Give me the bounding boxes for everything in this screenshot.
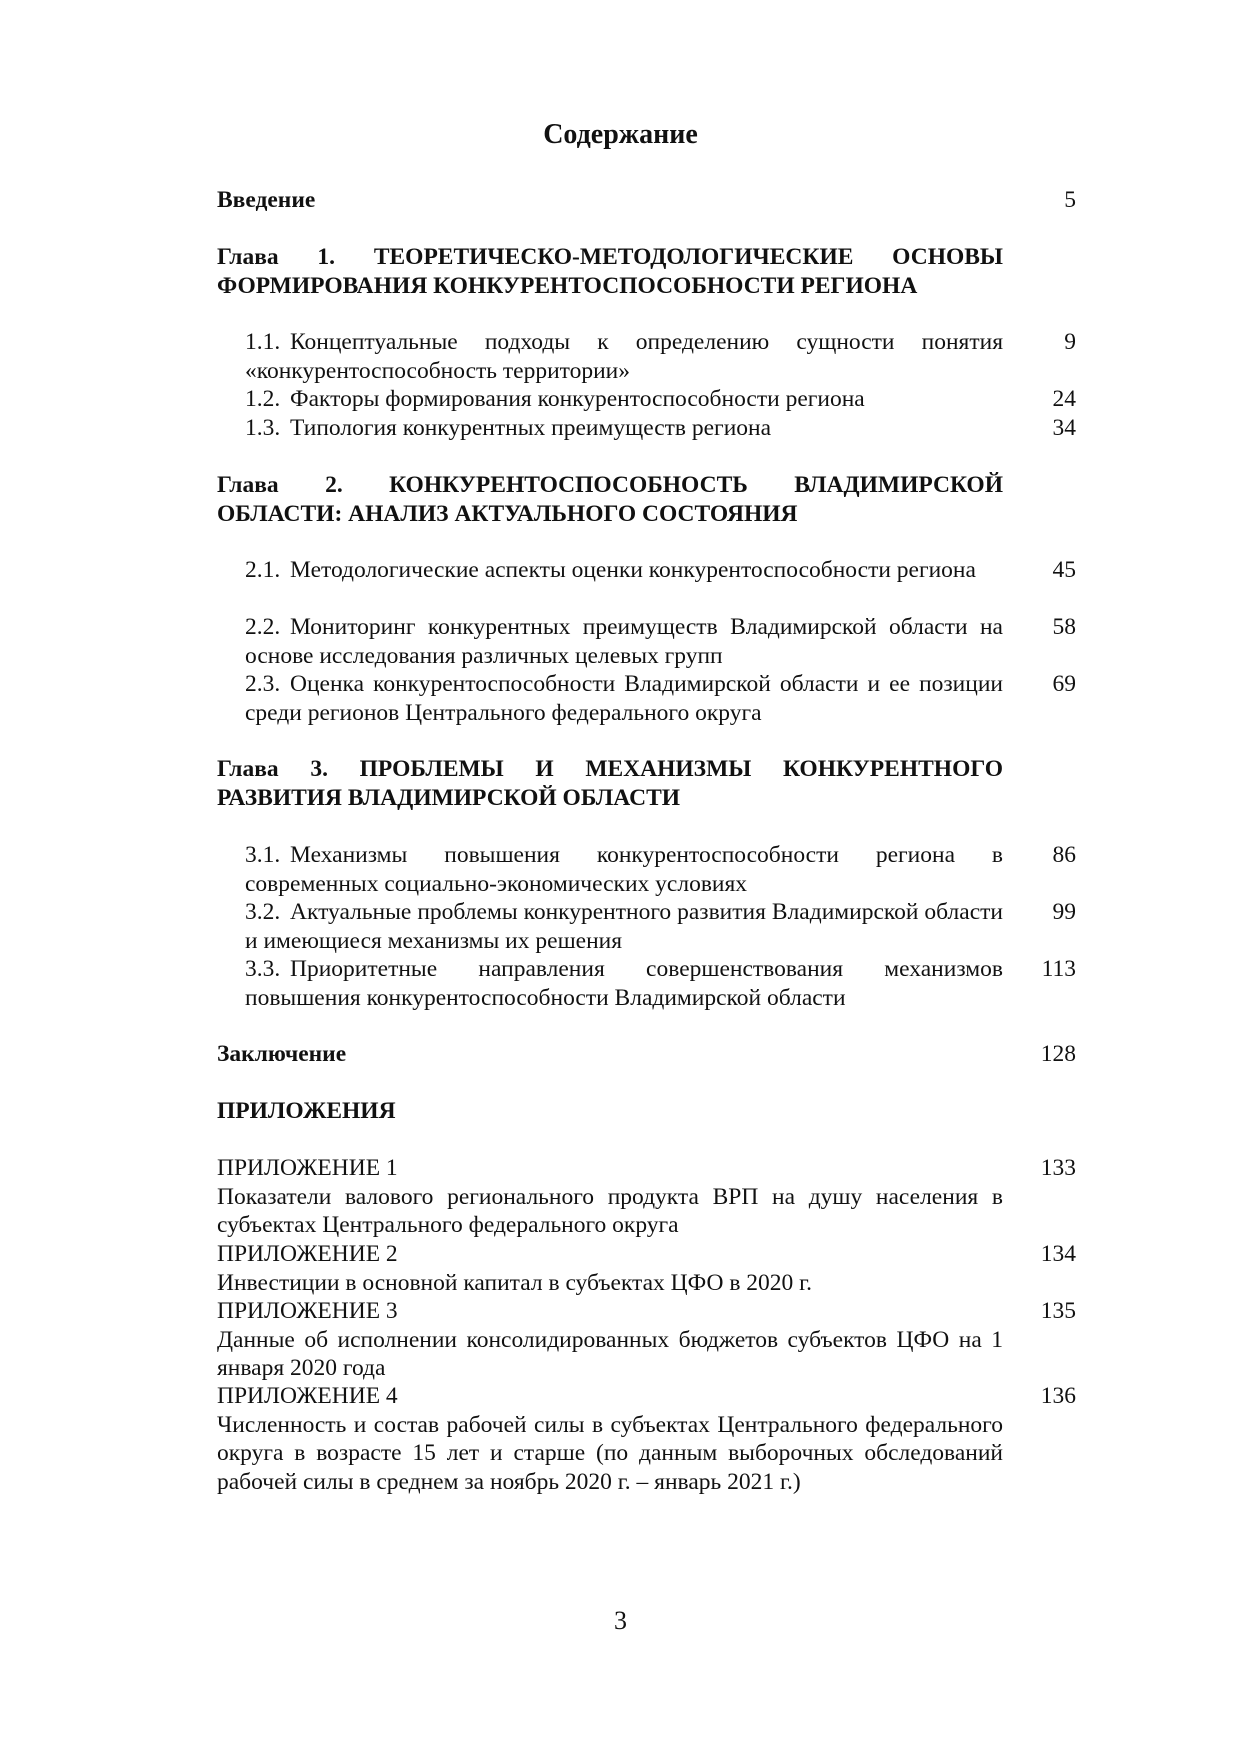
conclusion-page: 128	[1040, 1041, 1076, 1067]
section-page: 86	[1052, 842, 1076, 868]
appendix-page: 133	[1040, 1155, 1076, 1181]
section-page: 58	[1052, 614, 1076, 640]
appendix-description: Данные об исполнении консолидированных бюджетов субъектов ЦФО на 1 января 2020 года	[217, 1326, 1003, 1381]
appendix-page: 135	[1040, 1298, 1076, 1324]
page-number: 3	[614, 1606, 627, 1635]
appendix-label: ПРИЛОЖЕНИЕ 4	[217, 1383, 398, 1409]
section-number: 1.2.	[245, 386, 281, 412]
section-page: 99	[1052, 899, 1076, 925]
section-number: 3.2.	[245, 899, 281, 925]
chapter-2-title: Глава 2. КОНКУРЕНТОСПОСОБНОСТЬ ВЛАДИМИРСКОЙ ОБЛАСТИ: АНАЛИЗ АКТУАЛЬНОГО СОСТОЯНИЯ	[217, 472, 1003, 527]
section-number: 3.3.	[245, 956, 281, 982]
section-page: 69	[1052, 671, 1076, 697]
section-number: 1.1.	[245, 329, 281, 355]
section-number: 2.1.	[245, 557, 281, 583]
appendix-page: 134	[1040, 1241, 1076, 1267]
section-number: 2.3.	[245, 671, 281, 697]
conclusion-label: Заключение	[217, 1041, 347, 1067]
section-page: 24	[1052, 386, 1076, 412]
section-title: Типология конкурентных преимуществ региона	[290, 415, 772, 441]
appendix-label: ПРИЛОЖЕНИЕ 3	[217, 1298, 398, 1324]
section-page: 9	[1064, 329, 1076, 355]
page-title: Содержание	[543, 119, 698, 150]
appendix-description: Численность и состав рабочей силы в субъектах Центрального федерального округа в возрасте 15 лет и старше (по данным выборочных обследований рабочей силы в среднем за ноябрь 2020 г. – январь 2021 г.)	[217, 1411, 1003, 1495]
chapter-1-title: Глава 1. ТЕОРЕТИЧЕСКО-МЕТОДОЛОГИЧЕСКИЕ ОСНОВЫ ФОРМИРОВАНИЯ КОНКУРЕНТОСПОСОБНОСТИ РЕГИОНА	[217, 244, 1003, 299]
section-page: 113	[1041, 956, 1076, 982]
section-title: Оценка конкурентоспособности Владимирской области и ее позиции среди регионов Центрального федерального округа	[245, 671, 1003, 726]
section-page: 45	[1052, 557, 1076, 583]
appendix-label: ПРИЛОЖЕНИЕ 2	[217, 1241, 398, 1267]
appendix-description: Инвестиции в основной капитал в субъектах ЦФО в 2020 г.	[217, 1269, 813, 1296]
section-title: Методологические аспекты оценки конкурентоспособности региона	[290, 557, 976, 583]
section-number: 1.3.	[245, 415, 281, 441]
section-title: Актуальные проблемы конкурентного развития Владимирской области и имеющиеся механизмы их решения	[245, 899, 1003, 954]
intro-label: Введение	[217, 187, 316, 213]
section-title: Приоритетные направления совершенствования механизмов повышения конкурентоспособности Владимирской области	[245, 956, 1003, 1011]
section-page: 34	[1052, 415, 1076, 441]
chapter-3-title: Глава 3. ПРОБЛЕМЫ И МЕХАНИЗМЫ КОНКУРЕНТНОГО РАЗВИТИЯ ВЛАДИМИРСКОЙ ОБЛАСТИ	[217, 756, 1003, 811]
section-number: 3.1.	[245, 842, 281, 868]
appendix-description: Показатели валового регионального продукта ВРП на душу населения в субъектах Центрального федерального округа	[217, 1183, 1003, 1238]
section-title: Концептуальные подходы к определению сущности понятия «конкурентоспособность территории»	[245, 329, 1003, 384]
appendix-page: 136	[1040, 1383, 1076, 1409]
section-number: 2.2.	[245, 614, 281, 640]
section-title: Мониторинг конкурентных преимуществ Владимирской области на основе исследования различных целевых групп	[245, 614, 1003, 669]
section-title: Факторы формирования конкурентоспособности региона	[290, 386, 865, 412]
section-title: Механизмы повышения конкурентоспособности региона в современных социально-экономических условиях	[245, 842, 1003, 897]
intro-page: 5	[1064, 187, 1076, 213]
appendix-label: ПРИЛОЖЕНИЕ 1	[217, 1155, 398, 1181]
appendices-heading: ПРИЛОЖЕНИЯ	[217, 1098, 396, 1124]
